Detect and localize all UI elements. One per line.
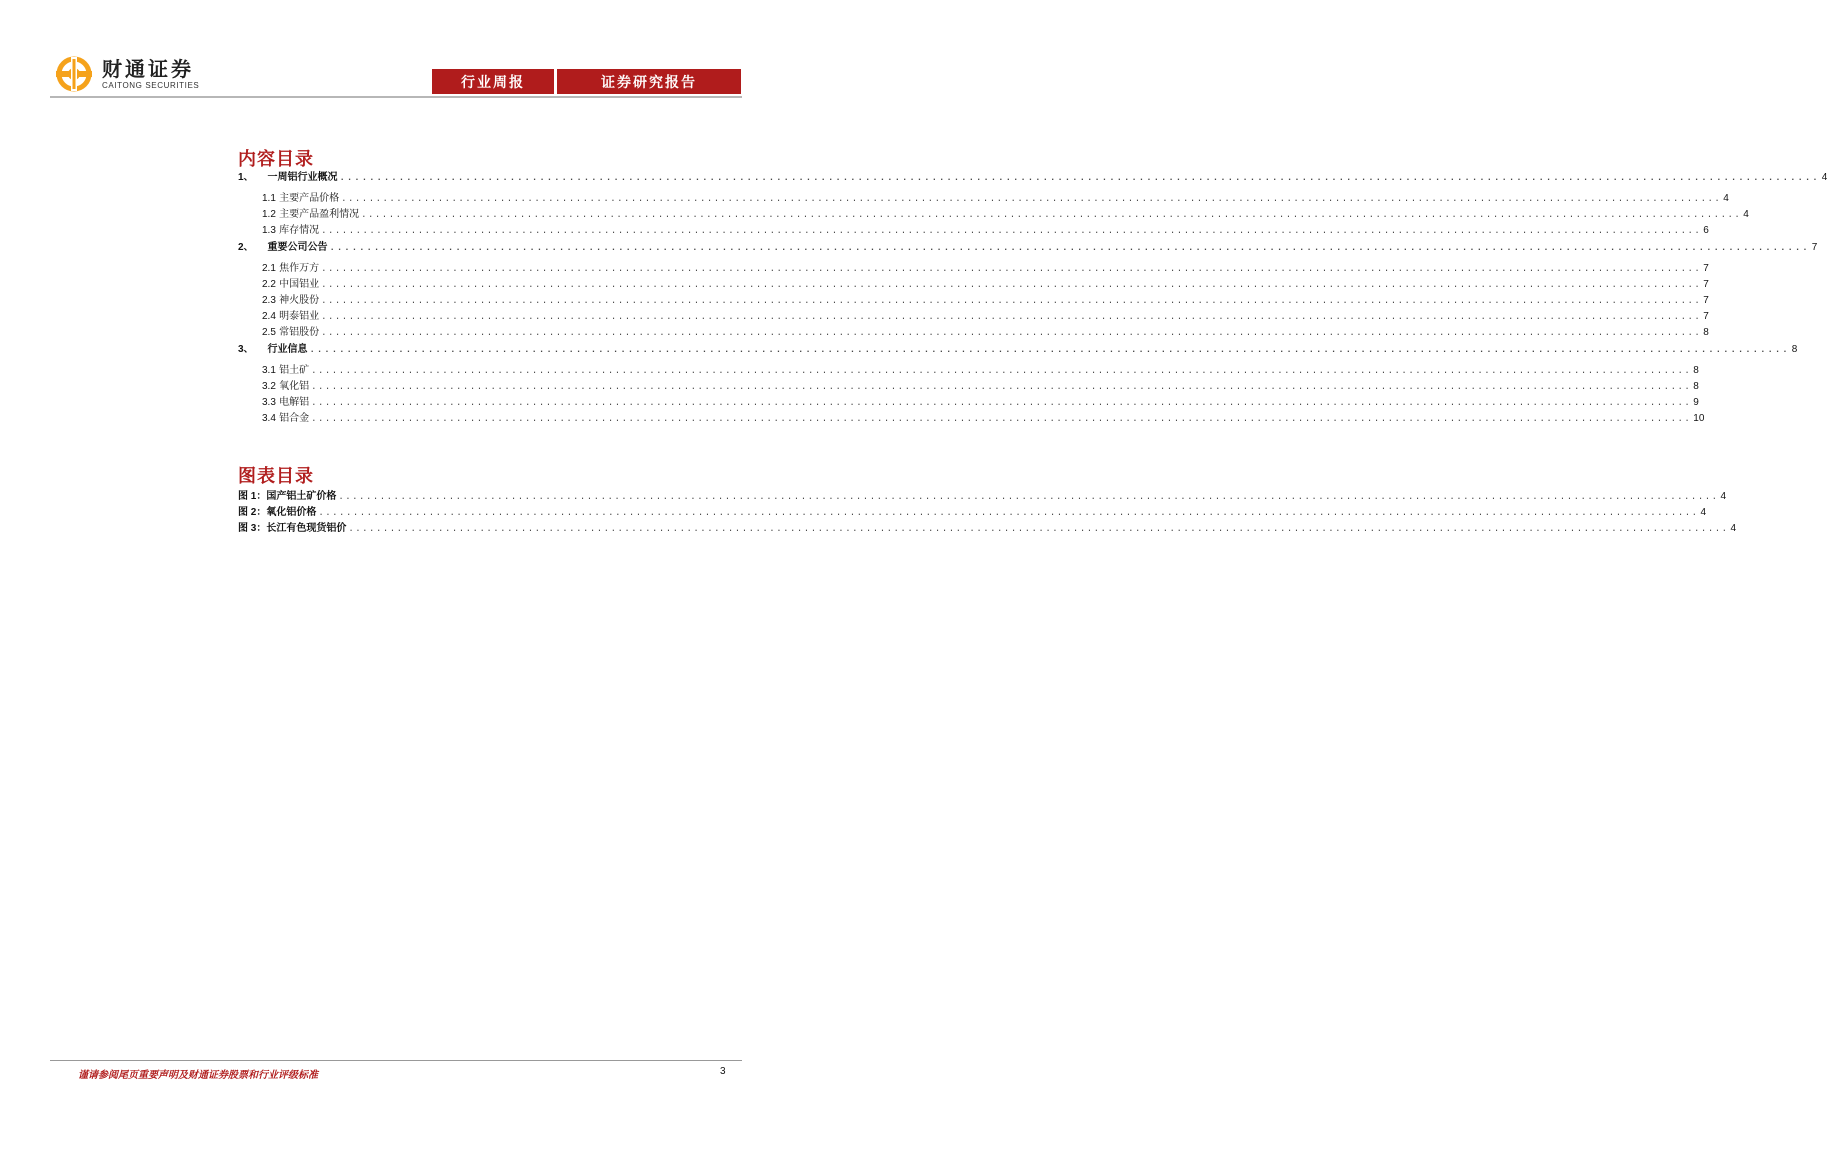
toc-entry-page: 7 xyxy=(1703,279,1709,290)
toc-entry-page: 9 xyxy=(1693,397,1699,408)
toc-entry-text: 一周铝行业概况 xyxy=(267,172,338,183)
header-divider xyxy=(50,96,742,98)
figure-entry-number: 图 3： xyxy=(238,523,267,534)
figure-entry[interactable] xyxy=(238,505,1707,519)
toc-entry-text: 明泰铝业 xyxy=(279,311,320,322)
toc-entry-number: 1.2 xyxy=(262,209,276,220)
toc-entry-page: 8 xyxy=(1693,381,1699,392)
toc-entry-page: 8 xyxy=(1791,344,1798,355)
figure-entry-text: 氧化铝价格 xyxy=(266,507,317,518)
toc-entry[interactable] xyxy=(262,309,1709,323)
toc-entry[interactable] xyxy=(262,325,1709,339)
dot-leader: ........................................................................................................................................................................................................ xyxy=(311,398,1692,408)
toc-entry-label xyxy=(238,242,328,254)
toc-entry-page: 4 xyxy=(1743,209,1749,220)
toc-entry-label xyxy=(262,311,319,323)
caitong-logo-icon xyxy=(52,56,96,92)
toc-entry-page: 8 xyxy=(1703,327,1709,338)
figure-entry-page: 4 xyxy=(1720,491,1727,502)
dot-leader: ........................................................................................................................................................................................................ xyxy=(329,243,1810,253)
toc-entry-number: 2.4 xyxy=(262,311,276,322)
toc-entry-label xyxy=(262,381,309,393)
dot-leader: ........................................................................................................................................................................................................ xyxy=(339,173,1820,183)
figure-entry-page: 4 xyxy=(1700,507,1707,518)
toc-entry[interactable] xyxy=(238,170,1827,184)
toc-entry-page: 10 xyxy=(1693,413,1705,424)
toc-entry-text: 行业信息 xyxy=(267,344,308,355)
toc-entry[interactable] xyxy=(262,395,1699,409)
toc-entry-number: 1.1 xyxy=(262,193,276,204)
toc-entry[interactable] xyxy=(238,342,1798,356)
toc-entry-number: 3.3 xyxy=(262,397,276,408)
toc-entry-number: 2.3 xyxy=(262,295,276,306)
company-logo xyxy=(52,56,199,92)
dot-leader: ........................................................................................................................................................................................................ xyxy=(321,280,1702,290)
toc-entry-page: 4 xyxy=(1723,193,1729,204)
toc-entry[interactable] xyxy=(262,207,1749,221)
toc-entry-label xyxy=(262,209,359,221)
toc-entry-label xyxy=(262,263,319,275)
dot-leader: ........................................................................................................................................................................................................ xyxy=(321,296,1702,306)
toc-entry-label xyxy=(238,172,338,184)
figure-entry-label xyxy=(238,491,336,503)
report-category-tag: 证券研究报告 xyxy=(557,69,741,94)
toc-entry-label xyxy=(262,225,319,237)
toc-entry-page: 8 xyxy=(1693,365,1699,376)
toc-entry[interactable] xyxy=(262,223,1709,237)
toc-entry-text: 库存情况 xyxy=(279,225,320,236)
toc-entry-label xyxy=(262,413,309,425)
toc-entry-number: 3.4 xyxy=(262,413,276,424)
figure-entry[interactable] xyxy=(238,489,1727,503)
toc-entry-text: 铝土矿 xyxy=(279,365,310,376)
figure-entry-text: 国产铝土矿价格 xyxy=(266,491,337,502)
toc-entry[interactable] xyxy=(262,191,1729,205)
toc-entry-label xyxy=(262,295,319,307)
toc-entry-page: 6 xyxy=(1703,225,1709,236)
figure-entry-label xyxy=(238,523,346,535)
dot-leader: ........................................................................................................................................................................................................ xyxy=(321,328,1702,338)
toc-entry-number: 2.5 xyxy=(262,327,276,338)
figure-entry[interactable] xyxy=(238,521,1737,535)
dot-leader: ........................................................................................................................................................................................................ xyxy=(311,414,1692,424)
dot-leader: ........................................................................................................................................................................................................ xyxy=(321,226,1702,236)
figure-entry-number: 图 2： xyxy=(238,507,267,518)
toc-entry-label xyxy=(262,279,319,291)
toc-entry-label xyxy=(262,365,309,377)
toc-entry-number: 1.3 xyxy=(262,225,276,236)
toc-entry[interactable] xyxy=(262,363,1699,377)
toc-entry-text: 电解铝 xyxy=(279,397,310,408)
toc-entry[interactable] xyxy=(262,261,1709,275)
dot-leader: ........................................................................................................................................................................................................ xyxy=(321,312,1702,322)
footer-disclaimer: 谨请参阅尾页重要声明及财通证券股票和行业评级标准 xyxy=(78,1070,318,1081)
dot-leader: ........................................................................................................................................................................................................ xyxy=(361,210,1742,220)
footer-divider xyxy=(50,1060,742,1061)
toc-entry-page: 7 xyxy=(1703,263,1709,274)
toc-entry-text: 常铝股份 xyxy=(279,327,320,338)
toc-entry-text: 神火股份 xyxy=(279,295,320,306)
toc-entry-text: 铝合金 xyxy=(279,413,310,424)
toc-title: 内容目录 xyxy=(238,149,314,170)
dot-leader: ........................................................................................................................................................................................................ xyxy=(341,194,1722,204)
toc-entry-number: 2、 xyxy=(238,242,254,253)
dot-leader: ........................................................................................................................................................................................................ xyxy=(321,264,1702,274)
toc-entry-text: 氧化铝 xyxy=(279,381,310,392)
toc-entry-text: 焦作万方 xyxy=(279,263,320,274)
toc-entry-number: 3.1 xyxy=(262,365,276,376)
figure-entry-text: 长江有色现货铝价 xyxy=(266,523,347,534)
report-type-tag: 行业周报 xyxy=(432,69,554,94)
toc-entry-page: 7 xyxy=(1811,242,1818,253)
page-number: 3 xyxy=(720,1066,726,1077)
toc-entry[interactable] xyxy=(262,293,1709,307)
toc-entry-label xyxy=(262,327,319,339)
logo-english-name: CAITONG SECURITIES xyxy=(102,81,200,90)
toc-entry[interactable] xyxy=(262,277,1709,291)
toc-entry-text: 主要产品价格 xyxy=(279,193,340,204)
figure-entry-label xyxy=(238,507,316,519)
toc-entry-label xyxy=(262,397,309,409)
logo-chinese-name: 财通证券 xyxy=(102,57,194,81)
toc-entry-number: 1、 xyxy=(238,172,254,183)
figure-entry-page: 4 xyxy=(1730,523,1737,534)
toc-entry-text: 重要公司公告 xyxy=(267,242,328,253)
toc-entry-page: 7 xyxy=(1703,295,1709,306)
toc-entry-number: 3.2 xyxy=(262,381,276,392)
dot-leader: ........................................................................................................................................................................................................ xyxy=(311,382,1692,392)
toc-entry-label xyxy=(238,344,308,356)
dot-leader: ........................................................................................................................................................................................................ xyxy=(318,508,1699,518)
toc-entry[interactable] xyxy=(262,379,1699,393)
dot-leader: ........................................................................................................................................................................................................ xyxy=(311,366,1692,376)
toc-entry-text: 中国铝业 xyxy=(279,279,320,290)
toc-entry-page: 4 xyxy=(1821,172,1827,183)
figure-entry-number: 图 1： xyxy=(238,491,267,502)
toc-entry[interactable] xyxy=(262,411,1705,425)
figures-title: 图表目录 xyxy=(238,466,314,487)
toc-entry-number: 3、 xyxy=(238,344,254,355)
toc-entry-label xyxy=(262,193,339,205)
toc-entry-text: 主要产品盈利情况 xyxy=(279,209,360,220)
dot-leader: ........................................................................................................................................................................................................ xyxy=(309,345,1790,355)
dot-leader: ........................................................................................................................................................................................................ xyxy=(348,524,1729,534)
toc-entry[interactable] xyxy=(238,240,1818,254)
toc-entry-page: 7 xyxy=(1703,311,1709,322)
toc-entry-number: 2.1 xyxy=(262,263,276,274)
toc-entry-number: 2.2 xyxy=(262,279,276,290)
dot-leader: ........................................................................................................................................................................................................ xyxy=(338,492,1719,502)
